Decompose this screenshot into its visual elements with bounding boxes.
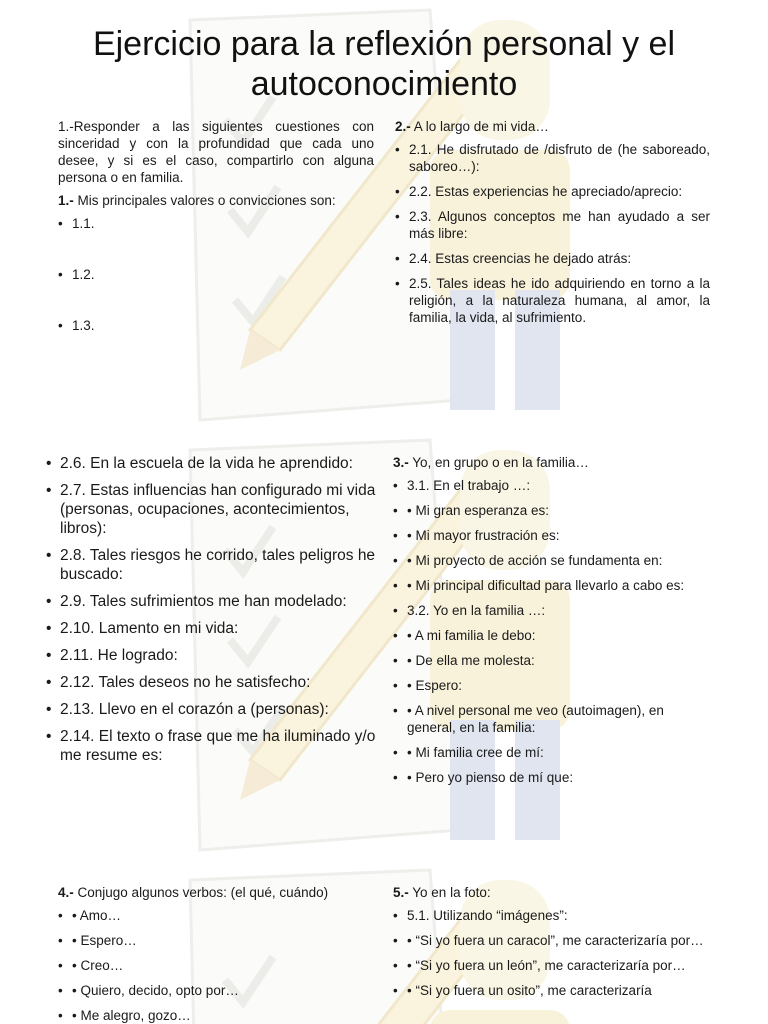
list-item: • 2.1. He disfrutado de /disfruto de (he saboreado, saboreo…): xyxy=(395,141,710,175)
list-item: • • Mi familia cree de mí: xyxy=(393,744,713,761)
question-2 xyxy=(395,118,710,135)
list-item: • 2.8. Tales riesgos he corrido, tales peligros he buscado: xyxy=(46,546,376,584)
question-1 xyxy=(58,192,374,209)
slide-3 xyxy=(0,860,768,1024)
question-5-list xyxy=(393,907,713,999)
question-4 xyxy=(58,884,378,901)
list-item: • • Mi proyecto de acción se fundamenta en: xyxy=(393,552,713,569)
title-line-2: autoconocimiento xyxy=(250,65,518,103)
list-item: • 2.6. En la escuela de la vida he aprendido: xyxy=(46,454,376,473)
list-item: • • “Si yo fuera un caracol”, me caracterizaría por… xyxy=(393,932,713,949)
slide2-right-column xyxy=(393,454,713,794)
list-item: • 1.1. xyxy=(58,215,374,232)
list-item: • • A mi familia le debo: xyxy=(393,627,713,644)
question-2-list xyxy=(395,141,710,326)
question-3-list xyxy=(393,477,713,786)
question-1-list xyxy=(58,215,374,334)
list-item: • • “Si yo fuera un león”, me caracterizaría por… xyxy=(393,957,713,974)
question-1-text: Mis principales valores o convicciones son: xyxy=(73,193,336,208)
intro-text: 1.-Responder a las siguientes cuestiones con sinceridad y con la profundidad que cada uno desee, y si es el caso, compartirlo con alguna persona o en familia. xyxy=(58,119,374,185)
list-item: • • Amo… xyxy=(58,907,378,924)
list-item: • 2.7. Estas influencias han configurado mi vida (personas, ocupaciones, acontecimientos, libros): xyxy=(46,481,376,538)
list-item: • 3.2. Yo en la familia …: xyxy=(393,602,713,619)
question-2-number: 2.- xyxy=(395,119,411,134)
list-item: • 1.3. xyxy=(58,317,374,334)
list-item: • • Me alegro, gozo… xyxy=(58,1007,378,1024)
list-item: • 2.9. Tales sufrimientos me han modelado: xyxy=(46,592,376,611)
list-item: • • Mi principal dificultad para llevarlo a cabo es: xyxy=(393,577,713,594)
list-item: • • Creo… xyxy=(58,957,378,974)
list-item: • • Espero: xyxy=(393,677,713,694)
slide3-left-column xyxy=(58,884,378,1024)
list-item: • 2.12. Tales deseos no he satisfecho: xyxy=(46,673,376,692)
slide3-right-column xyxy=(393,884,713,1007)
list-item: • • Espero… xyxy=(58,932,378,949)
list-item: • 2.3. Algunos conceptos me han ayudado a ser más libre: xyxy=(395,208,710,242)
list-item: • 5.1. Utilizando “imágenes”: xyxy=(393,907,713,924)
slide-1 xyxy=(0,0,768,430)
question-5-number: 5.- xyxy=(393,885,409,900)
list-item: • • Quiero, decido, opto por… xyxy=(58,982,378,999)
title-line-1: Ejercicio para la reflexión personal y el xyxy=(92,25,676,63)
page-title xyxy=(0,24,768,104)
list-item: • 1.2. xyxy=(58,266,374,283)
question-4-list xyxy=(58,907,378,1024)
list-item: • 2.4. Estas creencias he dejado atrás: xyxy=(395,250,710,267)
slide1-right-column xyxy=(395,118,710,334)
slide-2 xyxy=(0,430,768,860)
question-2-text: A lo largo de mi vida… xyxy=(410,119,549,134)
list-item: • 2.10. Lamento en mi vida: xyxy=(46,619,376,638)
list-item: • 2.2. Estas experiencias he apreciado/aprecio: xyxy=(395,183,710,200)
list-item: • • Mi gran esperanza es: xyxy=(393,502,713,519)
slide2-left-column xyxy=(46,454,376,773)
slide1-left-column xyxy=(58,118,374,342)
list-item: • 3.1. En el trabajo …: xyxy=(393,477,713,494)
question-5-text: Yo en la foto: xyxy=(408,885,491,900)
question-1-number: 1.- xyxy=(58,193,74,208)
list-item: • • A nivel personal me veo (autoimagen), en general, en la familia: xyxy=(393,702,713,736)
list-item: • • De ella me molesta: xyxy=(393,652,713,669)
list-item: • 2.11. He logrado: xyxy=(46,646,376,665)
list-item: • • Mi mayor frustración es: xyxy=(393,527,713,544)
list-item: • • “Si yo fuera un osito”, me caracterizaría xyxy=(393,982,713,999)
question-3-text: Yo, en grupo o en la familia… xyxy=(408,455,589,470)
list-item: • 2.14. El texto o frase que me ha iluminado y/o me resume es: xyxy=(46,727,376,765)
question-2-continued-list xyxy=(46,454,376,765)
question-4-number: 4.- xyxy=(58,885,74,900)
list-item: • 2.5. Tales ideas he ido adquiriendo en torno a la religión, a la naturaleza humana, al amor, la familia, la vida, al sufrimiento. xyxy=(395,275,710,326)
question-5 xyxy=(393,884,713,901)
question-3 xyxy=(393,454,713,471)
question-3-number: 3.- xyxy=(393,455,409,470)
list-item: • • Pero yo pienso de mí que: xyxy=(393,769,713,786)
question-4-text: Conjugo algunos verbos: (el qué, cuándo) xyxy=(73,885,329,900)
list-item: • 2.13. Llevo en el corazón a (personas): xyxy=(46,700,376,719)
